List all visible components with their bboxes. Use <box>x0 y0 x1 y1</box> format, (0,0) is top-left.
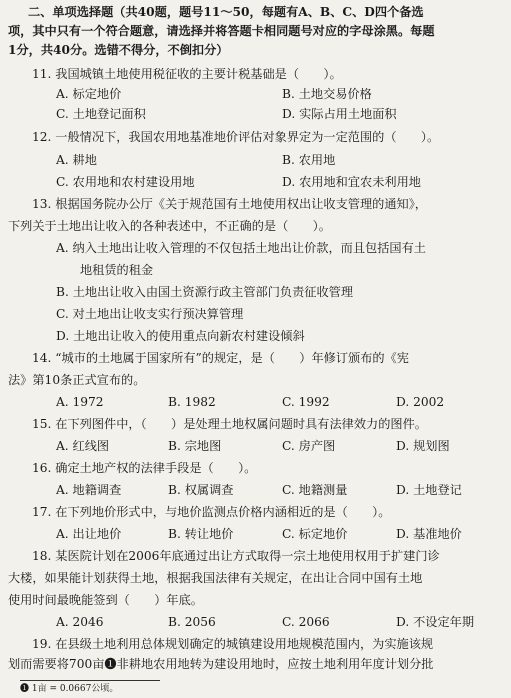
q14-stem-line1: 14. “城市的土地属于国家所有”的规定，是（ ）年修订颁布的《宪 <box>32 351 409 365</box>
q18-option-a: A. 2046 <box>56 615 104 629</box>
q11-option-b: B. 土地交易价格 <box>282 87 372 101</box>
q13-stem-line1: 13. 根据国务院办公厅《关于规范国有土地使用权出让收支管理的通知》， <box>32 197 427 211</box>
q16-option-c: C. 地籍测量 <box>282 483 348 497</box>
q12-option-c: C. 农用地和农村建设用地 <box>56 175 195 189</box>
q12-option-d: D. 农用地和宜农未利用地 <box>282 175 421 189</box>
q17-option-c: C. 标定地价 <box>282 527 348 541</box>
q18-option-c: C. 2066 <box>282 615 330 629</box>
q14-option-b: B. 1982 <box>168 395 216 409</box>
q16-stem: 16. 确定土地产权的法律手段是（ ）。 <box>32 461 257 475</box>
q13-option-b: B. 土地出让收入由国土资源行政主管部门负责征收管理 <box>56 285 354 299</box>
q13-option-c: C. 对土地出让收支实行预决算管理 <box>56 307 244 321</box>
q16-option-b: B. 权属调查 <box>168 483 234 497</box>
q11-option-c: C. 土地登记面积 <box>56 107 146 121</box>
footnote: ❶ 1亩 = 0.0667公顷。 <box>20 684 119 694</box>
q14-option-c: C. 1992 <box>282 395 330 409</box>
q13-option-a-line2: 地租赁的租金 <box>80 263 154 277</box>
q18-stem-line2: 大楼，如果能计划获得土地，根据我国法律有关规定，在出让合同中国有土地 <box>8 571 423 585</box>
q13-stem-line2: 下列关于土地出让收入的各种表述中，不正确的是（ ）。 <box>8 219 331 233</box>
q15-option-a: A. 红线图 <box>56 439 110 453</box>
q16-option-a: A. 地籍调查 <box>56 483 122 497</box>
q19-stem-line2: 划而需要将700亩❶非耕地农用地转为建设用地时，应按土地利用年度计划分批 <box>8 657 434 671</box>
q18-option-d: D. 不设定年期 <box>396 615 475 629</box>
q18-option-b: B. 2056 <box>168 615 216 629</box>
q14-option-a: A. 1972 <box>56 395 104 409</box>
q12-stem: 12. 一般情况下，我国农用地基准地价评估对象界定为一定范围的（ ）。 <box>32 130 440 144</box>
q15-option-b: B. 宗地图 <box>168 439 222 453</box>
q15-stem: 15. 在下列图件中，（ ）是处理土地权属问题时具有法律效力的图件。 <box>32 417 427 431</box>
q15-option-d: D. 规划图 <box>396 439 450 453</box>
q16-option-d: D. 土地登记 <box>396 483 462 497</box>
q13-option-d: D. 土地出让收入的使用重点向新农村建设倾斜 <box>56 329 305 343</box>
q17-option-a: A. 出让地价 <box>56 527 122 541</box>
q14-stem-line2: 法》第10条正式宣布的。 <box>8 373 146 387</box>
section-instructions-line3: 1分，共40分。选错不得分，不倒扣分） <box>8 43 229 57</box>
q15-option-c: C. 房产图 <box>282 439 336 453</box>
q12-option-a: A. 耕地 <box>56 153 97 167</box>
q11-stem: 11. 我国城镇土地使用税征收的主要计税基础是（ ）。 <box>32 67 342 81</box>
q17-stem: 17. 在下列地价形式中，与地价监测点价格内涵相近的是（ ）。 <box>32 505 391 519</box>
q18-stem-line1: 18. 某医院计划在2006年底通过出让方式取得一宗土地使用权用于扩建门诊 <box>32 549 440 563</box>
q14-option-d: D. 2002 <box>396 395 445 409</box>
section-instructions-line2: 项，其中只有一个符合题意，请选择并将答题卡相同题号对应的字母涂黑。每题 <box>8 24 435 38</box>
q11-option-d: D. 实际占用土地面积 <box>282 107 397 121</box>
q11-option-a: A. 标定地价 <box>56 87 122 101</box>
q13-option-a-line1: A. 纳入土地出让收入管理的不仅包括土地出让价款，而且包括国有土 <box>56 241 426 255</box>
q12-option-b: B. 农用地 <box>282 153 336 167</box>
footnote-divider <box>20 680 160 681</box>
q18-stem-line3: 使用时间最晚能签到（ ）年底。 <box>8 593 203 607</box>
q17-option-b: B. 转让地价 <box>168 527 234 541</box>
q17-option-d: D. 基准地价 <box>396 527 462 541</box>
section-title: 二、单项选择题（共40题，题号11～50，每题有A、B、C、D四个备选 <box>28 5 424 19</box>
q19-stem-line1: 19. 在县级土地利用总体规划确定的城镇建设用地规模范围内，为实施该规 <box>32 637 434 651</box>
